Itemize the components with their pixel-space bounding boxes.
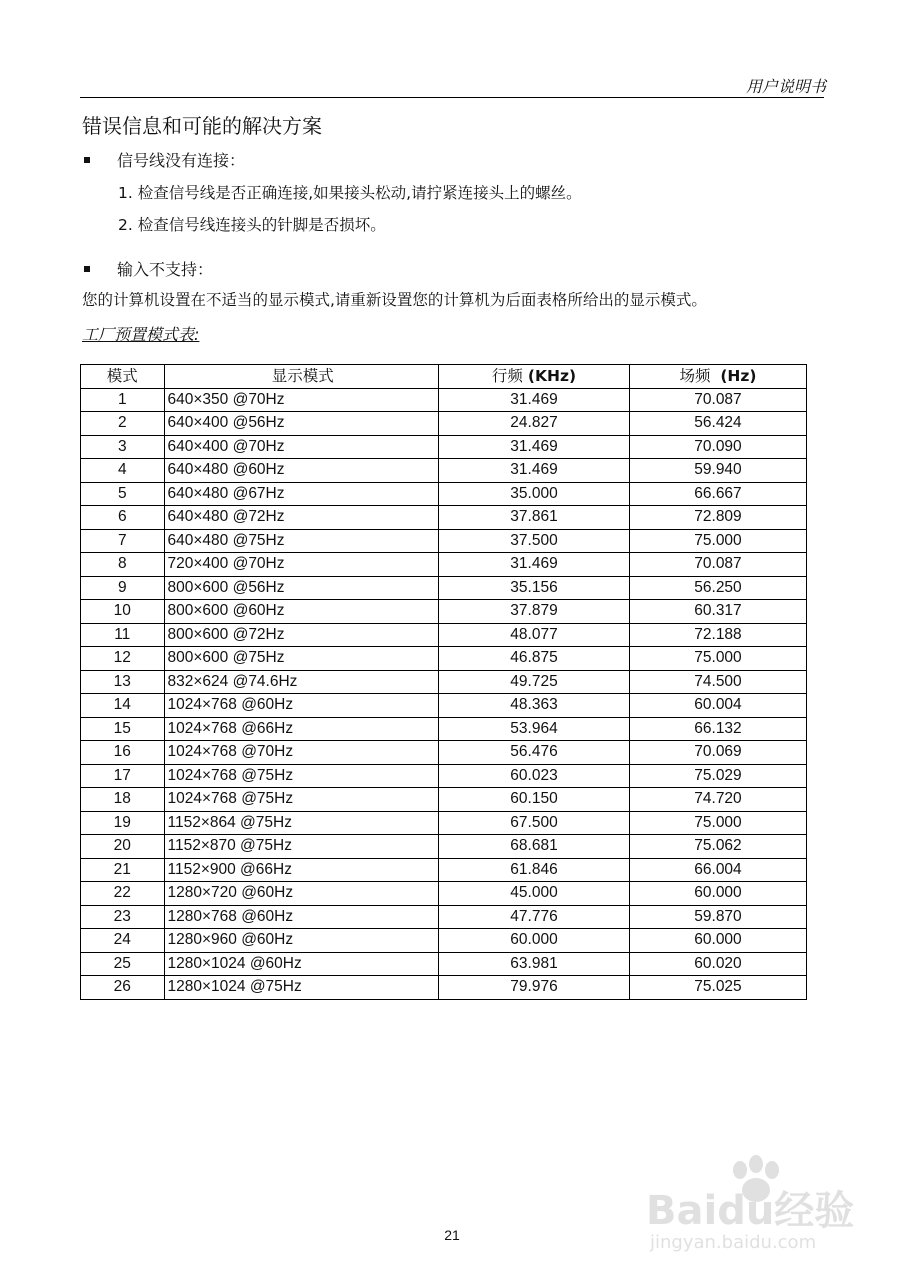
cell-vfreq: 70.090: [629, 435, 806, 459]
cell-vfreq: 60.000: [629, 929, 806, 953]
cell-display-mode: 1280×720 @60Hz: [164, 882, 439, 906]
cell-mode: 25: [81, 952, 165, 976]
cell-hfreq: 31.469: [439, 459, 630, 483]
cell-display-mode: 640×480 @72Hz: [164, 506, 439, 530]
cell-mode: 7: [81, 529, 165, 553]
cell-vfreq: 56.424: [629, 412, 806, 436]
table-row: [81, 623, 807, 647]
cell-vfreq: 74.720: [629, 788, 806, 812]
cell-mode: 4: [81, 459, 165, 483]
cell-display-mode: 1152×864 @75Hz: [164, 811, 439, 835]
cell-display-mode: 1024×768 @75Hz: [164, 788, 439, 812]
cell-hfreq: 31.469: [439, 435, 630, 459]
table-row: [81, 788, 807, 812]
page-number: 21: [444, 1227, 460, 1243]
table-row: [81, 882, 807, 906]
header-display: 显示模式: [164, 365, 439, 389]
cell-vfreq: 70.087: [629, 388, 806, 412]
cell-mode: 3: [81, 435, 165, 459]
table-row: [81, 553, 807, 577]
cell-mode: 10: [81, 600, 165, 624]
table-caption: 工厂预置模式表:: [82, 325, 200, 344]
bullet-icon: [84, 157, 90, 163]
header-hfreq: [439, 365, 630, 389]
cell-hfreq: 45.000: [439, 882, 630, 906]
cell-mode: 23: [81, 905, 165, 929]
cell-mode: 1: [81, 388, 165, 412]
cell-hfreq: 48.077: [439, 623, 630, 647]
table-row: [81, 647, 807, 671]
cell-hfreq: 37.861: [439, 506, 630, 530]
cell-hfreq: 53.964: [439, 717, 630, 741]
cell-display-mode: 640×480 @60Hz: [164, 459, 439, 483]
cell-vfreq: 66.667: [629, 482, 806, 506]
cell-display-mode: 1280×1024 @60Hz: [164, 952, 439, 976]
cell-display-mode: 720×400 @70Hz: [164, 553, 439, 577]
cell-display-mode: 800×600 @75Hz: [164, 647, 439, 671]
cell-display-mode: 1024×768 @75Hz: [164, 764, 439, 788]
cell-vfreq: 66.004: [629, 858, 806, 882]
cell-hfreq: 60.000: [439, 929, 630, 953]
table-row: [81, 811, 807, 835]
cell-mode: 13: [81, 670, 165, 694]
cell-hfreq: 60.023: [439, 764, 630, 788]
cell-vfreq: 75.025: [629, 976, 806, 1000]
table-row: [81, 741, 807, 765]
cell-display-mode: 800×600 @72Hz: [164, 623, 439, 647]
cell-display-mode: 640×350 @70Hz: [164, 388, 439, 412]
cell-mode: 17: [81, 764, 165, 788]
header-hfreq-unit: (KHz): [527, 367, 577, 386]
issue2-text: 您的计算机设置在不适当的显示模式,请重新设置您的计算机为后面表格所给出的显示模式。: [82, 291, 707, 309]
cell-vfreq: 72.188: [629, 623, 806, 647]
cell-hfreq: 35.156: [439, 576, 630, 600]
cell-display-mode: 1024×768 @60Hz: [164, 694, 439, 718]
cell-hfreq: 60.150: [439, 788, 630, 812]
table-row: [81, 576, 807, 600]
baidu-jingyan-watermark: [640, 1150, 870, 1255]
cell-hfreq: 56.476: [439, 741, 630, 765]
cell-mode: 6: [81, 506, 165, 530]
table-header-row: [81, 365, 807, 389]
cell-mode: 20: [81, 835, 165, 859]
cell-mode: 21: [81, 858, 165, 882]
cell-hfreq: 35.000: [439, 482, 630, 506]
header-title: 用户说明书: [745, 77, 826, 96]
cell-mode: 22: [81, 882, 165, 906]
cell-mode: 24: [81, 929, 165, 953]
header-rule: [80, 97, 824, 98]
cell-hfreq: 31.469: [439, 553, 630, 577]
cell-display-mode: 800×600 @60Hz: [164, 600, 439, 624]
table-row: [81, 905, 807, 929]
cell-mode: 11: [81, 623, 165, 647]
cell-vfreq: 70.069: [629, 741, 806, 765]
cell-vfreq: 60.000: [629, 882, 806, 906]
cell-display-mode: 832×624 @74.6Hz: [164, 670, 439, 694]
cell-display-mode: 1280×960 @60Hz: [164, 929, 439, 953]
cell-mode: 12: [81, 647, 165, 671]
cell-display-mode: 640×400 @70Hz: [164, 435, 439, 459]
table-row: [81, 388, 807, 412]
table-row: [81, 482, 807, 506]
cell-display-mode: 1024×768 @70Hz: [164, 741, 439, 765]
cell-hfreq: 46.875: [439, 647, 630, 671]
cell-hfreq: 49.725: [439, 670, 630, 694]
table-row: [81, 435, 807, 459]
cell-hfreq: 31.469: [439, 388, 630, 412]
cell-display-mode: 1152×870 @75Hz: [164, 835, 439, 859]
header-mode: 模式: [81, 365, 165, 389]
cell-vfreq: 75.000: [629, 647, 806, 671]
cell-vfreq: 75.029: [629, 764, 806, 788]
issue1-heading-row: [84, 148, 245, 171]
cell-vfreq: 59.940: [629, 459, 806, 483]
cell-display-mode: 640×480 @67Hz: [164, 482, 439, 506]
step-number: 1.: [118, 184, 133, 202]
section-title: 错误信息和可能的解决方案: [82, 114, 322, 138]
cell-mode: 14: [81, 694, 165, 718]
cell-mode: 5: [81, 482, 165, 506]
watermark-brand: Baidu经验: [646, 1188, 855, 1234]
cell-vfreq: 74.500: [629, 670, 806, 694]
header-vfreq-label: 场频: [679, 367, 711, 386]
table-row: [81, 459, 807, 483]
cell-mode: 2: [81, 412, 165, 436]
issue2-heading: 输入不支持：: [117, 260, 214, 279]
cell-vfreq: 59.870: [629, 905, 806, 929]
table-row: [81, 835, 807, 859]
cell-hfreq: 79.976: [439, 976, 630, 1000]
issue1-step-2: [118, 213, 386, 235]
issue1-heading: 信号线没有连接：: [117, 151, 246, 170]
cell-vfreq: 72.809: [629, 506, 806, 530]
cell-hfreq: 63.981: [439, 952, 630, 976]
cell-mode: 16: [81, 741, 165, 765]
cell-vfreq: 75.000: [629, 811, 806, 835]
table-row: [81, 929, 807, 953]
bullet-icon: [84, 266, 90, 272]
table-row: [81, 506, 807, 530]
cell-mode: 26: [81, 976, 165, 1000]
table-row: [81, 717, 807, 741]
cell-vfreq: 75.000: [629, 529, 806, 553]
header-hfreq-label: 行频: [491, 367, 523, 386]
cell-display-mode: 1280×1024 @75Hz: [164, 976, 439, 1000]
table-row: [81, 764, 807, 788]
issue2-heading-row: [84, 257, 213, 280]
cell-display-mode: 640×480 @75Hz: [164, 529, 439, 553]
cell-display-mode: 800×600 @56Hz: [164, 576, 439, 600]
cell-mode: 8: [81, 553, 165, 577]
preset-modes-table: [80, 364, 807, 1000]
cell-mode: 9: [81, 576, 165, 600]
table-row: [81, 976, 807, 1000]
step-text: 检查信号线是否正确连接,如果接头松动,请拧紧连接头上的螺丝。: [137, 184, 582, 202]
table-row: [81, 670, 807, 694]
cell-hfreq: 24.827: [439, 412, 630, 436]
cell-hfreq: 68.681: [439, 835, 630, 859]
issue1-step-1: [118, 181, 582, 203]
cell-hfreq: 37.879: [439, 600, 630, 624]
cell-vfreq: 60.317: [629, 600, 806, 624]
table-row: [81, 412, 807, 436]
step-text: 检查信号线连接头的针脚是否损坏。: [137, 216, 386, 234]
cell-display-mode: 1152×900 @66Hz: [164, 858, 439, 882]
cell-vfreq: 70.087: [629, 553, 806, 577]
watermark-url: jingyan.baidu.com: [650, 1232, 817, 1253]
cell-display-mode: 640×400 @56Hz: [164, 412, 439, 436]
table-body: [81, 388, 807, 999]
cell-vfreq: 56.250: [629, 576, 806, 600]
cell-mode: 19: [81, 811, 165, 835]
cell-vfreq: 66.132: [629, 717, 806, 741]
cell-mode: 15: [81, 717, 165, 741]
header-vfreq: [629, 365, 806, 389]
cell-mode: 18: [81, 788, 165, 812]
table-row: [81, 858, 807, 882]
cell-vfreq: 75.062: [629, 835, 806, 859]
table-row: [81, 694, 807, 718]
header-vfreq-unit: (Hz): [720, 367, 757, 386]
step-number: 2.: [118, 216, 133, 234]
cell-display-mode: 1024×768 @66Hz: [164, 717, 439, 741]
cell-hfreq: 37.500: [439, 529, 630, 553]
cell-hfreq: 48.363: [439, 694, 630, 718]
table-row: [81, 600, 807, 624]
cell-vfreq: 60.020: [629, 952, 806, 976]
cell-vfreq: 60.004: [629, 694, 806, 718]
table-row: [81, 529, 807, 553]
cell-display-mode: 1280×768 @60Hz: [164, 905, 439, 929]
cell-hfreq: 67.500: [439, 811, 630, 835]
cell-hfreq: 61.846: [439, 858, 630, 882]
table-row: [81, 952, 807, 976]
cell-hfreq: 47.776: [439, 905, 630, 929]
